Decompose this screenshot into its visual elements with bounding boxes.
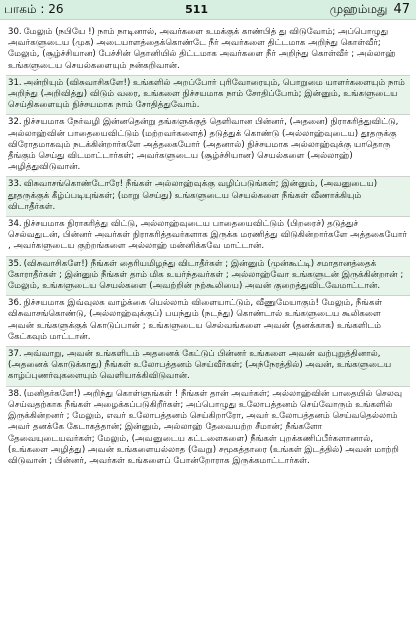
verse-text: (மனிதர்களே!) அறிந்து கொள்ளுங்கள் ! நீங்கள் தான் அவர்கள்; அல்லாஹ்வின் பாதையில் செலவு செய்வதற்காக நீங்கள் அழைக்கப்படுகிறீர்கள்; அப்பொழுது உலோபத்தனம் செய்வோரும் உங்களில் இருக்கின்றனர் ; மேலும், எவர் உலோபத்தனம் செய்கிறாரோ, அவர் உலோபத்தனம் செய்வதெல்லாம் அவர் தனக்கே கேடாகத்தான்; இன்னும், அல்லாஹ் தேவையற்ற சீமான்; நீங்களோ தேவையுடையவர்கள்; மேலும், (அவனுடைய கட்டளைகளை) நீங்கள் புறக்கணிப்பீர்களானால், (உங்களை அழித்து) அவன் உங்களையல்லாத (வேறு) சமூகத்தாரை (உங்கள் இடத்தில்) அவன் மாற்றி விடுவான் ; பின்னர், அவர்கள் உங்களைப் போன்றோராக இருக்கமாட்டார்கள். <box>8 388 403 466</box>
verse-number: 33. <box>8 179 22 190</box>
verse-number: 32. <box>8 117 22 128</box>
verse-text: நிச்சயமாக இவ்வுலக வாழ்க்கை யெல்லாம் விளையாட்டும், வீணுமேயாகும்! மேலும், நீங்கள் விசுவாசங்கொண்டு, (அல்லாஹ்வுக்குப்) பயந்தும் (நடந்து) கொண்டால் உங்களுடைய கூலிகளை அவன் உங்களுக்குக் கொடுப்பான் ; உங்களுடைய செல்வங்களை அவன் (தனக்காக) உங்களிடம் கேட்கவும் மாட்டான். <box>8 298 383 342</box>
verse-number: 36. <box>8 298 22 309</box>
verse-33 <box>6 177 410 216</box>
verse-number: 38. <box>8 388 22 399</box>
verse-36 <box>6 296 410 346</box>
header-number: 511 <box>185 3 209 16</box>
verse-number: 31. <box>8 77 22 88</box>
verse-text: மேலும் (நபியே !) நாம் நாடினால், அவர்களை உமக்குக் காண்பித் து விடுவோம்; அப்பொழுது அவர்களுடைய (முக) அடையாளத்தைக்கொண்டே நீர் அவர்களை திட்டமாக அறிந்து கொள்வீர்; மேலும், (சூழ்ச்சியான) பேச்சின் தொனியில் திட்டமாக அவர்களை நீர் அறிந்து கொள்வீர் ; அல்லாஹ் உங்களுடைய செயல்களையும் நன்கறிவான். <box>8 27 396 71</box>
verse-text: நிச்சயமாக நிராகரித்து விட்டு, அல்லாஹ்வுடைய பாதையைவிட்டும் (பிறரைச்) தடுத்துச் செல்வதுடன், பின்னர் அவர்கள் நிராகரித்தவர்களாக இருக்க மரணித்து விடுகின்றார்களே அத்தகையோர் , அவர்களுடைய குற்றங்களை அல்லாஹ் மன்னிக்கவே மாட்டான். <box>8 219 408 252</box>
verse-number: 37. <box>8 349 22 360</box>
verse-number: 35. <box>8 258 22 269</box>
page-header <box>0 0 416 20</box>
part-label: பாகம் : 26 <box>4 1 64 16</box>
verse-number: 34. <box>8 219 22 230</box>
verse-31 <box>6 76 410 115</box>
verse-text: நிச்சயமாக நேர்வழி இன்னதென்று தங்களுக்குத் தெளிவான பின்னர், (அதனை) நிராகரித்துவிட்டு, அல்லாஹ்வின் பாதையைவிட்டும் (மற்றவர்களைத்) தடுத்துக் கொண்டு (அல்லாஹ்வுடைய) தூதருக்கு விரோதமாகவும் நடக்கின்றார்களே அத்தகையோர் (அதனால்) நிச்சயமாக அல்லாஹ்வுக்கு யாதொரு தீங்கும் செய்து விடமாட்டார்கள்; அவர்களுடைய (சூழ்ச்சியான) செயல்களை (அல்லாஹ்) அழித்துவிடுவான். <box>8 117 399 173</box>
chapter-number: 47 <box>393 2 410 17</box>
verse-37 <box>6 347 410 386</box>
verse-list <box>4 22 412 624</box>
verse-text: விசுவாசங்கொண்டோரே! நீங்கள் அல்லாஹ்வுக்கு வழிப்படுங்கள்; இன்னும், (அவனுடைய) தூதருக்குக் கீழ்ப்படியுங்கள்; (மாறு செய்து) உங்களுடைய செயல்களை நீங்கள் வீணாக்கியும் விடாதீர்கள். <box>8 179 378 212</box>
chapter-info <box>330 2 410 18</box>
chapter-title: முஹம்மது <box>329 1 388 16</box>
verse-34 <box>6 217 410 256</box>
verse-30 <box>6 25 410 75</box>
verse-35 <box>6 257 410 296</box>
verse-text: அவ்வாறு, அவன் உங்களிடம் அதனைக் கேட்டுப் பின்னர் உங்களை அவன் வற்புறுத்தினால், (அதனைக் கொடுக்காது) நீங்கள் உலோபத்தனம் செய்வீர்கள்; (அந்நேரத்தில்) அவன், உங்களுடைய காழ்ப்புணர்வுகளையும் வெளியாக்கிவிடுவான். <box>8 349 392 382</box>
verse-38 <box>6 387 410 470</box>
verse-32 <box>6 115 410 176</box>
verse-text: அன்றியும் (விசுவாசிகளே!) உங்களில் அறப்போர் புரிவோரையும், பொறுமை யாளர்களையும் நாம் அறிந்து (அறிவித்து) விடும் வரை, உங்களை நிச்சயமாக நாம் சோதிப்போம்; இன்னும், உங்களுடைய செய்திகளையும் நிச்சயமாக நாம் சோதித்துவோம். <box>8 77 405 111</box>
verse-number: 30. <box>8 27 22 37</box>
verse-text: (விசுவாசிகளே!) நீங்கள் தைரியமிழந்து விடாதீர்கள் ; இன்னும் (முன்கூட்டி) சமாதானத்தைக் கோராதீர்கள் ; இன்னும் நீங்கள் தாம் மிக உயர்ந்தவர்கள் ; அல்லாஹ்வோ உங்களுடன் இருக்கின்றான் ; மேலும், உங்களுடைய செயல்களை (அவற்றின் நற்கூலியை) அவன் குறைத்துவிடவேமாட்டான். <box>8 258 404 292</box>
